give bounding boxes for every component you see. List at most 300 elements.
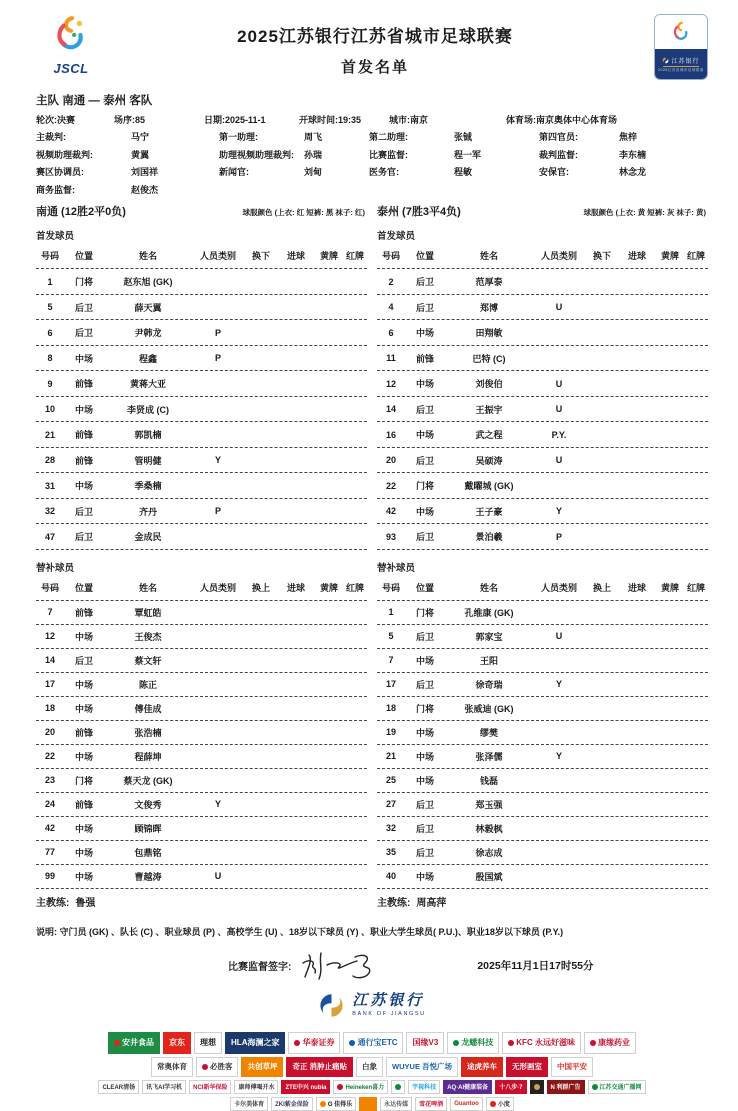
player-number: 7 [47, 607, 53, 618]
player-row [377, 721, 708, 745]
bank-of-jiangsu-logo [36, 986, 708, 1026]
signature-label: 比赛监督签字: [228, 962, 292, 974]
column-header: 位置 [74, 251, 93, 262]
sponsor-logo [461, 1057, 503, 1077]
player-name: 巴特 (C) [472, 353, 506, 364]
sponsor-logo [98, 1080, 139, 1094]
player-row [36, 473, 367, 499]
sponsor-text: HLA海澜之家 [231, 1038, 280, 1048]
player-row [377, 269, 708, 295]
sponsor-text: 江苏交通广播网 [599, 1085, 642, 1092]
player-number: 6 [47, 327, 53, 338]
player-position: 中场 [415, 430, 434, 441]
player-name: 郑博 [479, 302, 498, 313]
player-number: 4 [388, 302, 394, 313]
player-name: 王俊杰 [134, 631, 162, 642]
info-label: 视频助理裁判: [36, 149, 93, 160]
badge-bank-name: 江苏银行 [662, 56, 699, 65]
player-number: 11 [386, 353, 396, 364]
sponsor-text: 小度 [497, 1102, 510, 1109]
column-header: 换上 [251, 582, 270, 593]
jscl-wordmark: JSCL [53, 61, 89, 76]
sponsor-dot-icon [395, 1084, 401, 1090]
player-position: 中场 [415, 328, 434, 339]
player-category: U [555, 404, 563, 415]
sponsor-logo [151, 1057, 193, 1077]
player-position: 后卫 [74, 532, 93, 543]
player-number: 9 [47, 378, 53, 389]
badge-subtext: 2025江苏省城市足球联赛 [658, 67, 704, 72]
player-number: 28 [44, 455, 55, 466]
info-label: 日期: [204, 115, 225, 125]
sponsor-text: 康缘药业 [597, 1038, 630, 1048]
column-header: 黄牌 [660, 582, 679, 593]
player-name: 孔维康 (GK) [464, 607, 514, 618]
sponsor-text: 华泰证券 [302, 1038, 335, 1048]
player-row [377, 841, 708, 865]
player-position: 后卫 [415, 679, 434, 690]
sponsor-logo [225, 1032, 285, 1054]
bank-badge [654, 14, 708, 80]
player-row [377, 371, 708, 397]
column-header: 姓名 [138, 582, 157, 593]
sponsor-logo [386, 1057, 458, 1077]
info-label: 场序: [114, 115, 135, 125]
player-category: Y [555, 679, 562, 690]
sponsor-text: 讯飞AI学习机 [146, 1085, 183, 1092]
player-position: 中场 [415, 655, 434, 666]
info-value: 孙瑞 [304, 149, 323, 160]
sponsor-text: CLEAR清扬 [102, 1085, 136, 1092]
player-name: 尹韩龙 [134, 328, 162, 339]
player-number: 8 [47, 353, 53, 364]
player-category: Y [555, 506, 562, 517]
sponsor-logo [316, 1097, 356, 1111]
player-position: 门将 [415, 703, 434, 714]
column-header: 位置 [415, 582, 434, 593]
player-number: 77 [44, 847, 55, 858]
player-name: 覃虹皓 [134, 607, 162, 618]
info-value: 南京奥体中心体育场 [536, 115, 618, 125]
info-value: 马宁 [131, 132, 150, 143]
info-row [36, 133, 708, 143]
player-row [36, 721, 367, 745]
player-name: 徐奇瑞 [475, 679, 503, 690]
players-table-header [36, 581, 367, 601]
sponsor-text: ZTE中兴 nubia [285, 1085, 327, 1092]
player-position: 中场 [74, 751, 93, 762]
player-category: P [214, 327, 221, 338]
player-position: 中场 [415, 871, 434, 882]
column-header: 号码 [381, 251, 400, 262]
info-row [36, 168, 708, 178]
signature-datetime: 2025年11月1日17时55分 [477, 960, 594, 973]
bench-label: 替补球员 [36, 562, 75, 574]
column-header: 换下 [592, 251, 611, 262]
player-number: 99 [44, 871, 55, 882]
player-name: 黄蒋大亚 [129, 379, 166, 390]
player-position: 后卫 [415, 404, 434, 415]
player-row [36, 625, 367, 649]
sponsor-logo [288, 1032, 340, 1054]
player-position: 后卫 [415, 631, 434, 642]
player-row [36, 649, 367, 673]
player-row [377, 649, 708, 673]
player-category: Y [214, 799, 221, 810]
player-name: 范厚泰 [475, 277, 503, 288]
away-team-panel [377, 203, 708, 909]
sponsor-logo [408, 1080, 440, 1094]
player-number: 2 [388, 276, 394, 287]
sponsor-row [36, 1080, 708, 1094]
player-category: P [555, 531, 562, 542]
player-number: 32 [385, 823, 396, 834]
sponsor-text: 龙蟠科技 [461, 1038, 494, 1048]
player-position: 门将 [74, 277, 93, 288]
player-name: 殷国斌 [475, 871, 503, 882]
player-category: Y [555, 751, 562, 762]
info-value: 周飞 [304, 132, 323, 143]
player-name: 王阳 [479, 655, 498, 666]
info-row [36, 151, 708, 161]
player-name: 郭家宝 [475, 631, 503, 642]
sponsor-text: 国缘V3 [412, 1038, 439, 1048]
sponsor-logo [108, 1032, 160, 1054]
column-header: 姓名 [479, 582, 498, 593]
sponsor-logo [196, 1057, 239, 1077]
player-position: 门将 [415, 607, 434, 618]
player-row [36, 397, 367, 423]
info-label: 第一助理: [219, 132, 258, 143]
player-row [377, 865, 708, 889]
sponsor-logo [495, 1080, 526, 1094]
player-number: 6 [388, 327, 394, 338]
player-row [36, 524, 367, 550]
player-row [36, 371, 367, 397]
player-name: 张浩楠 [134, 727, 162, 738]
sponsor-text: 途虎养车 [467, 1062, 498, 1072]
sponsor-logo [234, 1080, 278, 1094]
player-number: 14 [385, 404, 396, 415]
sponsor-logo [230, 1097, 268, 1111]
player-name: 钱磊 [479, 775, 498, 786]
player-number: 93 [385, 531, 396, 542]
player-row [377, 817, 708, 841]
player-number: 21 [385, 751, 396, 762]
player-category: P.Y. [551, 429, 567, 440]
sponsor-row [36, 1097, 708, 1111]
sponsor-text: 必胜客 [209, 1062, 233, 1072]
player-row [36, 422, 367, 448]
player-row [377, 320, 708, 346]
sponsor-logo [443, 1080, 492, 1094]
player-name: 陈正 [138, 679, 157, 690]
player-row [377, 397, 708, 423]
head-coach [36, 894, 367, 909]
player-row [377, 295, 708, 321]
sponsor-text: 通行宝ETC [357, 1038, 398, 1048]
player-row [36, 697, 367, 721]
sponsor-logo [281, 1080, 330, 1094]
player-name: 王子豪 [475, 506, 503, 517]
sponsor-logo [406, 1032, 444, 1054]
player-name: 齐丹 [138, 506, 157, 517]
player-position: 后卫 [415, 302, 434, 313]
info-value: 赵俊杰 [131, 184, 159, 195]
player-position: 中场 [415, 727, 434, 738]
player-row [377, 673, 708, 697]
info-value: 焦梓 [619, 132, 638, 143]
supervisor-signature [299, 949, 391, 983]
player-name: 李贤成 (C) [127, 404, 169, 415]
info-pair [114, 116, 204, 126]
info-value: 南京 [410, 115, 429, 125]
info-label: 城市: [389, 115, 410, 125]
home-team-panel [36, 203, 367, 909]
match-info [36, 116, 708, 195]
info-label: 裁判监督: [539, 149, 578, 160]
player-number: 17 [44, 679, 55, 690]
player-position: 中场 [74, 847, 93, 858]
column-header: 进球 [627, 582, 646, 593]
bank-swirl-icon [318, 992, 345, 1019]
column-header: 号码 [381, 582, 400, 593]
players-table-header [377, 581, 708, 601]
player-name: 包鼎铭 [134, 847, 162, 858]
info-label: 体育场: [506, 115, 536, 125]
info-value: 2025-11-1 [225, 115, 266, 125]
player-number: 25 [385, 775, 396, 786]
player-category: U [555, 378, 563, 389]
column-header: 号码 [40, 582, 59, 593]
sponsor-logo [189, 1080, 231, 1094]
sponsor-logo [194, 1032, 222, 1054]
player-row [377, 448, 708, 474]
player-name: 刘俊伯 [475, 379, 503, 390]
player-row [377, 473, 708, 499]
sponsor-text: 卡尔美体育 [234, 1102, 265, 1109]
player-row [36, 745, 367, 769]
team-name: 泰州 (7胜3平4负) [377, 206, 461, 219]
player-number: 47 [44, 531, 55, 542]
sponsor-text: 中国平安 [557, 1062, 588, 1072]
player-name: 武之程 [475, 430, 503, 441]
player-category: P [214, 353, 221, 364]
column-header: 进球 [286, 251, 305, 262]
player-name: 王振宇 [475, 404, 503, 415]
player-name: 田翔敏 [475, 328, 503, 339]
sponsor-logo [588, 1080, 646, 1094]
sponsor-text: 奇正 消肿止痛贴 [292, 1062, 348, 1072]
player-row [36, 769, 367, 793]
player-name: 张威迪 (GK) [464, 703, 514, 714]
player-name: 郑玉强 [475, 799, 503, 810]
player-row [377, 697, 708, 721]
info-value: 林念龙 [619, 167, 647, 178]
sponsor-logo [359, 1097, 377, 1111]
league-logo [36, 8, 106, 76]
players-table-header [377, 249, 708, 269]
bank-name-en: BANK OF JIANGSU [352, 1011, 426, 1018]
player-position: 后卫 [415, 799, 434, 810]
player-name: 季桑楠 [134, 481, 162, 492]
player-position: 中场 [74, 871, 93, 882]
info-value: 程敏 [454, 167, 473, 178]
player-position: 中场 [415, 775, 434, 786]
info-label: 主裁判: [36, 132, 66, 143]
player-position: 前锋 [74, 727, 93, 738]
player-category: U [555, 302, 563, 313]
player-row [377, 499, 708, 525]
sponsor-dot-icon [202, 1064, 208, 1070]
player-row [377, 422, 708, 448]
sponsor-logo [142, 1080, 186, 1094]
player-row [377, 601, 708, 625]
sponsor-logo [163, 1032, 191, 1054]
player-name: 金成民 [134, 532, 162, 543]
player-row [36, 269, 367, 295]
player-row [377, 769, 708, 793]
sponsor-text: 永达传媒 [384, 1102, 409, 1109]
player-number: 18 [44, 703, 55, 714]
player-number: 22 [44, 751, 55, 762]
player-number: 42 [385, 506, 396, 517]
player-row [36, 841, 367, 865]
player-name: 顾锦晖 [134, 823, 162, 834]
team-header [36, 203, 367, 219]
sponsor-row [36, 1057, 708, 1077]
info-pair [299, 116, 389, 126]
info-row [36, 186, 708, 196]
player-number: 22 [385, 480, 396, 491]
player-number: 1 [388, 607, 394, 618]
player-number: 7 [388, 655, 394, 666]
legend-note: 说明: 守门员 (GK) 、队长 (C) 、职业球员 (P) 、高校学生 (U) 、18岁以下球员 (Y) 、职业大学生球员( P.U.)、职业18岁以下球员 (P.Y.) [36, 926, 564, 937]
sponsor-logo [506, 1057, 548, 1077]
team-kit-colors: 球服颜色 (上衣: 红 短裤: 黑 袜子: 红) [242, 208, 365, 218]
team-name: 南通 (12胜2平0负) [36, 206, 126, 219]
coach-name: 鲁强 [75, 897, 96, 909]
column-header: 姓名 [479, 251, 498, 262]
player-name: 戴曜城 (GK) [464, 481, 514, 492]
player-row [36, 601, 367, 625]
sponsor-logo [551, 1057, 593, 1077]
info-value: 程一军 [454, 149, 482, 160]
player-position: 中场 [74, 823, 93, 834]
sponsor-logo [502, 1032, 581, 1054]
player-number: 12 [385, 378, 396, 389]
player-position: 后卫 [74, 506, 93, 517]
column-header: 换下 [251, 251, 270, 262]
header [36, 8, 708, 80]
player-row [36, 448, 367, 474]
player-position: 后卫 [74, 655, 93, 666]
coach-name: 周高萍 [416, 897, 447, 909]
info-label: 医务官: [369, 167, 399, 178]
sponsor-logo [530, 1080, 544, 1094]
sponsor-logo [415, 1097, 447, 1111]
player-position: 前锋 [74, 799, 93, 810]
sponsor-row [36, 1032, 708, 1054]
column-header: 换上 [592, 582, 611, 593]
player-row [36, 673, 367, 697]
coach-label: 主教练: [377, 897, 411, 909]
bench-label: 替补球员 [377, 562, 416, 574]
player-position: 中场 [74, 631, 93, 642]
info-pair [204, 116, 299, 126]
sponsor-logo [380, 1097, 412, 1111]
player-name: 林毅枫 [475, 823, 503, 834]
bank-name-cn: 江苏银行 [352, 993, 425, 1010]
player-number: 20 [44, 727, 55, 738]
column-header: 红牌 [345, 582, 364, 593]
player-row [36, 865, 367, 889]
jscl-emblem-icon [49, 14, 93, 56]
player-number: 21 [44, 429, 55, 440]
column-header: 红牌 [686, 251, 705, 262]
players-table-header [36, 249, 367, 269]
player-number: 10 [44, 404, 55, 415]
column-header: 位置 [415, 251, 434, 262]
player-number: 31 [44, 480, 55, 491]
player-position: 前锋 [74, 379, 93, 390]
player-name: 景泊羲 [475, 532, 503, 543]
info-value: 刘甸 [304, 167, 323, 178]
player-position: 后卫 [415, 532, 434, 543]
player-row [36, 793, 367, 817]
player-row [377, 524, 708, 550]
sponsor-logo [356, 1057, 383, 1077]
player-position: 后卫 [415, 847, 434, 858]
player-row [377, 745, 708, 769]
sponsor-text: 康师傅喝开水 [238, 1085, 275, 1092]
player-number: 18 [385, 703, 396, 714]
player-category: U [214, 871, 222, 882]
player-number: 24 [44, 799, 55, 810]
sponsor-text: 京东 [169, 1038, 186, 1048]
player-position: 中场 [415, 379, 434, 390]
player-position: 前锋 [74, 607, 93, 618]
player-name: 管明健 [134, 455, 162, 466]
info-label: 开球时间: [299, 115, 338, 125]
sponsor-strip [36, 1032, 708, 1111]
player-position: 中场 [74, 404, 93, 415]
player-row [377, 793, 708, 817]
sponsor-logo [286, 1057, 353, 1077]
info-label: 助理视频助理裁判: [219, 149, 294, 160]
info-label: 轮次: [36, 115, 57, 125]
starters-label: 首发球员 [36, 231, 75, 243]
sponsor-text: AQ·AI健康装备 [447, 1085, 489, 1092]
column-header: 人员类别 [540, 582, 577, 593]
player-number: 5 [47, 302, 53, 313]
sponsor-text: 白象 [362, 1062, 378, 1072]
player-number: 12 [44, 631, 55, 642]
sponsor-logo [333, 1080, 388, 1094]
player-category: Y [214, 455, 221, 466]
player-position: 后卫 [415, 823, 434, 834]
column-header: 黄牌 [319, 582, 338, 593]
info-label: 安保官: [539, 167, 569, 178]
player-category: U [555, 455, 563, 466]
player-position: 前锋 [415, 353, 434, 364]
page-subtitle: 首发名单 [340, 59, 409, 76]
sponsor-text: Heineken喜力 [345, 1085, 385, 1092]
sponsor-text: 十八步·7 [499, 1085, 523, 1092]
sponsor-logo [241, 1057, 283, 1077]
player-position: 后卫 [74, 328, 93, 339]
sponsor-text: 宇视科技 [412, 1085, 437, 1092]
